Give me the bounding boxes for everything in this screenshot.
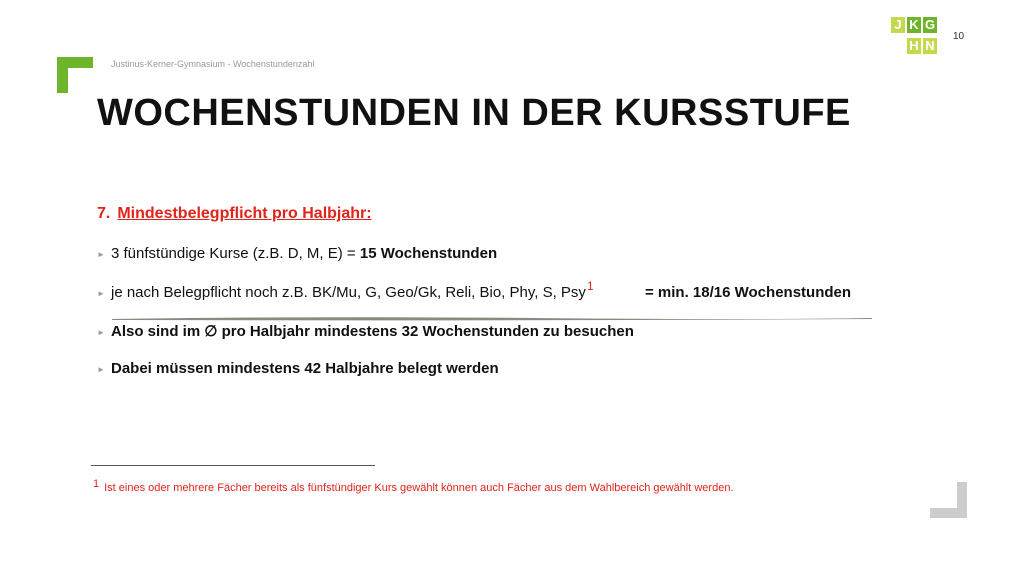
corner-accent-gray <box>930 482 967 518</box>
bullet-arrow-icon: ► <box>97 364 105 374</box>
page-number: 10 <box>953 31 965 42</box>
school-logo <box>891 17 939 57</box>
bullet-text: Also sind im ∅ pro Halbjahr mindestens 32 Wochenstunden zu besuchen <box>111 323 634 340</box>
logo-letter-k: K <box>907 17 921 33</box>
bullet-item-3 <box>97 322 634 340</box>
footnote <box>93 478 734 494</box>
section-number: 7. <box>97 205 111 222</box>
footnote-text: Ist eines oder mehrere Fächer bereits als fünfstündiger Kurs gewählt können auch Fächer aus dem Wahlbereich gewählt werden. <box>104 482 734 494</box>
bullet-item-2 <box>97 279 594 301</box>
presentation-subtitle: Justinus-Kerner-Gymnasium - Wochenstundenzahl <box>111 59 315 69</box>
logo-letter-g: G <box>924 17 936 32</box>
bullet-result-text: = min. 18/16 Wochenstunden <box>645 284 852 301</box>
footnote-divider <box>91 465 375 466</box>
bullet-bold-text: 15 Wochenstunden <box>359 245 498 262</box>
logo-letter-h: H <box>907 38 921 54</box>
bullet-arrow-icon: ► <box>97 288 105 298</box>
bullet-arrow-icon: ► <box>97 249 105 259</box>
bullet-item-4 <box>97 360 499 377</box>
brush-stroke-divider <box>112 316 872 321</box>
page-title: WOCHENSTUNDEN IN DER KURSSTUFE <box>97 92 851 134</box>
logo-letter-j: J <box>891 17 905 33</box>
logo-letter-n: N <box>923 38 937 54</box>
bullet-text: Dabei müssen mindestens 42 Halbjahre belegt werden <box>111 360 499 377</box>
bullet-item-1 <box>97 245 497 262</box>
bullet-text: 3 fünfstündige Kurse (z.B. D, M, E) = <box>111 245 360 262</box>
footnote-mark: 1 <box>93 478 100 490</box>
corner-accent-green <box>57 57 93 93</box>
bullet-text: je nach Belegpflicht noch z.B. BK/Mu, G, Geo/Gk, Reli, Bio, Phy, S, Psy <box>111 284 586 301</box>
section-heading <box>97 205 372 223</box>
section-heading-text: Mindestbelegpflicht pro Halbjahr: <box>117 205 372 222</box>
bullet-arrow-icon: ► <box>97 327 105 337</box>
footnote-reference: 1 <box>586 279 594 293</box>
